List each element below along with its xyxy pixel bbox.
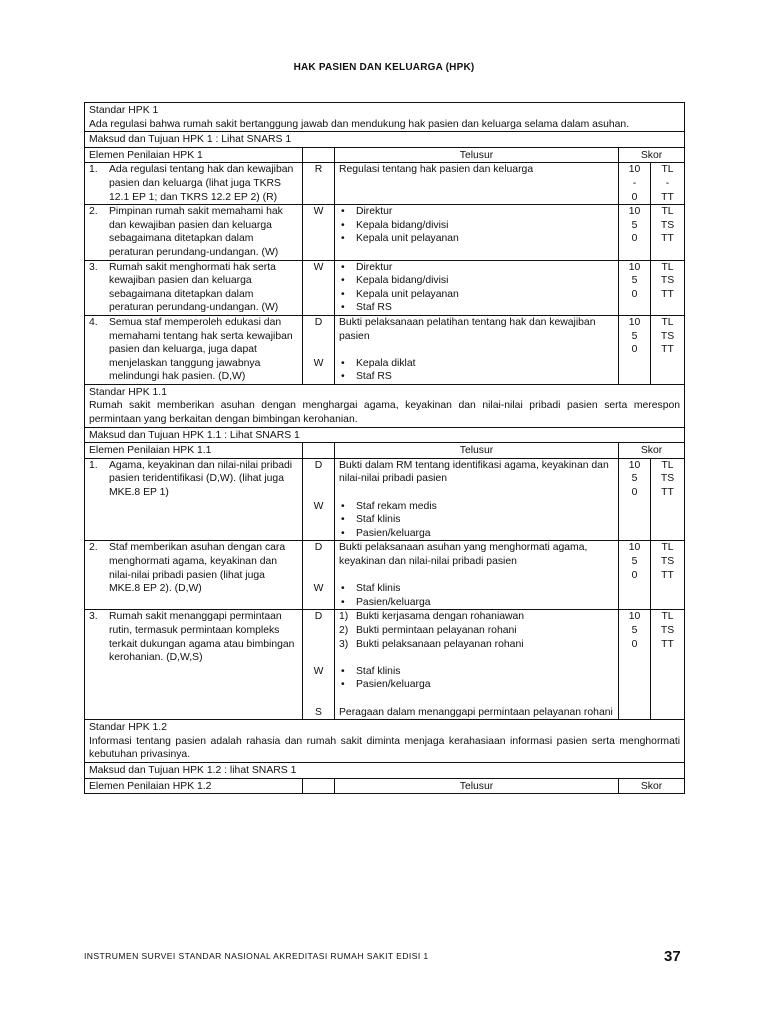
method-code — [307, 569, 330, 583]
standard-cell — [85, 720, 685, 763]
element-cell — [85, 610, 303, 720]
skor-values-cell — [619, 315, 651, 384]
element-cell — [85, 163, 303, 205]
method-codes-cell — [303, 260, 335, 315]
element-number: 2. — [89, 206, 98, 218]
telusur-numbered-item — [339, 638, 614, 652]
skor-value: 10 — [628, 542, 641, 554]
telusur-bullet: • Staf klinis — [339, 513, 614, 527]
element-item — [89, 459, 298, 500]
skor-codes-cell — [651, 458, 685, 541]
skor-header: Skor — [619, 443, 685, 459]
footer-text: INSTRUMEN SURVEI STANDAR NASIONAL AKREDITASI RUMAH SAKIT EDISI 1 — [84, 951, 429, 961]
method-code: D — [314, 542, 323, 554]
element-text: Ada regulasi tentang hak dan kewajiban pasien dan keluarga (lihat juga TKRS 12.1 EP 1; dan TKRS 12.2 EP 2) (R) — [109, 164, 294, 203]
telusur-item-number: 2) — [339, 624, 349, 636]
telusur-numbered-item — [339, 610, 614, 624]
skor-value: - — [632, 177, 637, 189]
element-text: Semua staf memperoleh edukasi dan memahami tentang hak serta kewajiban pasien dan keluarga, juga dapat menjelaskan tanggung jawabnya melindungi hak pasien. (D,W) — [109, 316, 293, 383]
telusur-cell — [335, 458, 619, 541]
element-number: 2. — [89, 542, 98, 554]
method-codes-cell — [303, 458, 335, 541]
method-code: W — [313, 206, 324, 218]
method-codes-cell — [303, 610, 335, 720]
skor-code: TT — [661, 288, 674, 300]
method-code — [307, 692, 330, 706]
element-text: Rumah sakit menghormati hak serta kewajiban pasien dan keluarga sebagaimana ditetapkan dalam peraturan perundang-undangan. (W) — [109, 261, 279, 314]
skor-code: TT — [661, 569, 674, 581]
element-row — [85, 610, 685, 720]
element-text: Agama, keyakinan dan nilai-nilai pribadi pasien teridentifikasi (D,W). (lihat juga MKE.8 EP 1) — [109, 459, 293, 499]
code-header — [303, 778, 335, 794]
standard-row — [85, 384, 685, 427]
element-cell — [85, 458, 303, 541]
maksud-text: Maksud dan Tujuan HPK 1 : Lihat SNARS 1 — [85, 132, 685, 148]
telusur-bullet: • Staf klinis — [339, 665, 614, 679]
skor-code: TL — [661, 611, 674, 623]
element-text: Rumah sakit menanggapi permintaan rutin, termasuk permintaan kompleks terkait dukungan agama atau bimbingan kerohanian. (D,W,S) — [109, 611, 295, 664]
method-code: D — [314, 459, 323, 471]
telusur-cell — [335, 610, 619, 720]
telusur-item-text: Bukti permintaan pelayanan rohani — [356, 624, 517, 636]
telusur-paragraph: Bukti pelaksanaan pelatihan tentang hak dan kewajiban pasien — [339, 316, 596, 342]
telusur-numbered-list — [339, 610, 614, 651]
skor-value: 10 — [628, 206, 641, 218]
standards-table-body — [85, 103, 685, 794]
skor-code: TS — [660, 330, 675, 342]
skor-value: 0 — [631, 233, 638, 245]
element-row — [85, 205, 685, 260]
method-codes-cell — [303, 205, 335, 260]
skor-code: TS — [660, 275, 675, 287]
skor-codes-cell — [651, 315, 685, 384]
element-item — [89, 261, 298, 315]
method-code — [307, 486, 330, 500]
telusur-bullet: • Kepala bidang/divisi — [339, 274, 614, 288]
method-codes-cell — [303, 541, 335, 610]
element-row — [85, 541, 685, 610]
telusur-header: Telusur — [335, 147, 619, 163]
telusur-cell — [335, 260, 619, 315]
telusur-cell — [335, 541, 619, 610]
element-number: 1. — [89, 164, 98, 176]
elemen-header: Elemen Penilaian HPK 1 — [85, 147, 303, 163]
telusur-paragraph: Bukti dalam RM tentang identifikasi agama, keyakinan dan nilai-nilai pribadi pasien — [339, 459, 609, 485]
telusur-bullet: • Kepala unit pelayanan — [339, 288, 614, 302]
skor-values-cell — [619, 205, 651, 260]
standard-row — [85, 720, 685, 763]
telusur-bullet: • Pasien/keluarga — [339, 678, 614, 692]
method-code — [307, 678, 330, 692]
telusur-spacer — [339, 486, 614, 500]
elemen-header-row — [85, 147, 685, 163]
standard-text: Informasi tentang pasien adalah rahasia dan rumah sakit diminta menjaga kerahasiaan informasi pasien serta menghormati kebutuhan privasinya. — [89, 735, 681, 761]
method-code: W — [313, 665, 324, 677]
method-code — [307, 330, 330, 344]
telusur-spacer — [339, 343, 614, 357]
method-code: W — [313, 357, 324, 369]
element-number: 3. — [89, 611, 98, 623]
skor-value: 5 — [631, 624, 638, 636]
skor-value: 0 — [631, 344, 638, 356]
element-item — [89, 205, 298, 259]
telusur-bullet: • Kepala bidang/divisi — [339, 219, 614, 233]
telusur-bullet: • Pasien/keluarga — [339, 596, 614, 610]
element-row — [85, 260, 685, 315]
telusur-item-number: 3) — [339, 638, 349, 650]
method-code: D — [314, 611, 323, 623]
skor-values-cell — [619, 541, 651, 610]
telusur-header: Telusur — [335, 443, 619, 459]
telusur-bullet: • Kepala unit pelayanan — [339, 232, 614, 246]
telusur-bullet: • Staf RS — [339, 370, 614, 384]
skor-code: TS — [660, 624, 675, 636]
element-cell — [85, 260, 303, 315]
skor-code: TT — [661, 344, 674, 356]
telusur-bullet-list — [339, 205, 614, 246]
method-code: W — [313, 500, 324, 512]
telusur-paragraph: Regulasi tentang hak pasien dan keluarga — [339, 164, 534, 176]
standard-cell — [85, 384, 685, 427]
document-title: HAK PASIEN DAN KELUARGA (HPK) — [293, 62, 475, 73]
skor-value: 0 — [631, 288, 638, 300]
skor-code: TS — [660, 556, 675, 567]
maksud-text: Maksud dan Tujuan HPK 1.2 : lihat SNARS 1 — [85, 762, 685, 778]
telusur-spacer — [339, 692, 614, 706]
skor-code: TS — [660, 219, 675, 231]
maksud-text: Maksud dan Tujuan HPK 1.1 : Lihat SNARS 1 — [85, 427, 685, 443]
telusur-cell — [335, 205, 619, 260]
element-item — [89, 316, 298, 384]
method-code: S — [315, 706, 322, 718]
skor-codes-cell — [651, 610, 685, 720]
skor-value: 5 — [631, 275, 638, 287]
standard-label: Standar HPK 1.2 — [89, 722, 167, 734]
skor-code: TT — [661, 191, 674, 203]
element-cell — [85, 541, 303, 610]
skor-codes-cell — [651, 260, 685, 315]
telusur-spacer — [339, 651, 614, 665]
skor-value: 0 — [631, 191, 638, 203]
method-code — [307, 555, 330, 569]
telusur-bullet: • Direktur — [339, 261, 614, 275]
method-code: R — [314, 164, 323, 176]
skor-value: 10 — [628, 459, 641, 471]
standard-row — [85, 103, 685, 132]
element-text: Staf memberikan asuhan dengan cara menghormati agama, keyakinan dan nilai-nilai pribadi pasien (lihat juga MKE.8 EP 2). (D,W) — [109, 542, 286, 595]
telusur-cell — [335, 315, 619, 384]
skor-code: TL — [661, 164, 674, 176]
method-code: D — [314, 316, 323, 328]
element-item — [89, 541, 298, 595]
skor-codes-cell — [651, 541, 685, 610]
standard-cell — [85, 103, 685, 132]
telusur-item-number: 1) — [339, 611, 349, 623]
skor-code: TS — [660, 473, 675, 485]
method-code: W — [313, 583, 324, 595]
skor-values-cell — [619, 610, 651, 720]
method-codes-cell — [303, 163, 335, 205]
method-code — [307, 638, 330, 652]
element-item — [89, 163, 298, 204]
page-number: 37 — [664, 948, 681, 965]
telusur-bullet: • Staf RS — [339, 301, 614, 315]
skor-value: 5 — [631, 330, 638, 342]
skor-code: TT — [661, 638, 674, 650]
telusur-bullet: • Staf rekam medis — [339, 500, 614, 514]
telusur-paragraph: Bukti pelaksanaan asuhan yang menghormati agama, keyakinan dan nilai-nilai pribadi pasien — [339, 542, 588, 567]
method-code — [307, 343, 330, 357]
telusur-bullet-list — [339, 261, 614, 315]
telusur-bullet-list — [339, 500, 614, 541]
skor-values-cell — [619, 260, 651, 315]
telusur-bullet-list — [339, 582, 614, 609]
standards-table — [84, 102, 685, 794]
skor-values-cell — [619, 163, 651, 205]
skor-code: TL — [661, 206, 674, 218]
skor-header: Skor — [619, 147, 685, 163]
elemen-header-row — [85, 443, 685, 459]
method-codes-cell — [303, 315, 335, 384]
telusur-header: Telusur — [335, 778, 619, 794]
telusur-bullet: • Direktur — [339, 205, 614, 219]
skor-code: TL — [661, 542, 674, 554]
maksud-row — [85, 762, 685, 778]
skor-value: 10 — [628, 164, 641, 176]
standard-text: Rumah sakit memberikan asuhan dengan menghargai agama, keyakinan dan nilai-nilai pribadi pasien serta merespon permintaan yang berkaitan dengan bimbingan kerohanian. — [89, 400, 681, 426]
skor-code: TL — [661, 459, 674, 471]
telusur-paragraph: Peragaan dalam menanggapi permintaan pelayanan rohani — [339, 706, 613, 718]
telusur-item-text: Bukti pelaksanaan pelayanan rohani — [356, 638, 524, 650]
skor-codes-cell — [651, 163, 685, 205]
code-header — [303, 147, 335, 163]
standard-label: Standar HPK 1.1 — [89, 386, 167, 398]
skor-code: TL — [661, 316, 674, 328]
element-row — [85, 163, 685, 205]
method-code — [307, 651, 330, 665]
telusur-bullet-list — [339, 665, 614, 692]
telusur-bullet: • Staf klinis — [339, 582, 614, 596]
element-row — [85, 458, 685, 541]
standard-label: Standar HPK 1 — [89, 105, 159, 116]
maksud-row — [85, 427, 685, 443]
telusur-bullet: • Pasien/keluarga — [339, 527, 614, 541]
elemen-header-row — [85, 778, 685, 794]
telusur-bullet-list — [339, 357, 614, 384]
element-number: 1. — [89, 459, 98, 471]
skor-value: 0 — [631, 638, 638, 650]
telusur-cell — [335, 163, 619, 205]
skor-value: 5 — [631, 556, 638, 567]
skor-value: 5 — [631, 219, 638, 231]
elemen-header: Elemen Penilaian HPK 1.2 — [85, 778, 303, 794]
skor-value: 0 — [631, 487, 638, 499]
telusur-numbered-item — [339, 624, 614, 638]
maksud-row — [85, 132, 685, 148]
method-code — [307, 624, 330, 638]
skor-code: TT — [661, 233, 674, 245]
telusur-item-text: Bukti kerjasama dengan rohaniawan — [356, 611, 525, 623]
elemen-header: Elemen Penilaian HPK 1.1 — [85, 443, 303, 459]
element-text: Pimpinan rumah sakit memahami hak dan kewajiban pasien dan keluarga sebagaimana ditetapkan dalam peraturan perundang-undangan. (W) — [109, 206, 283, 258]
method-code: W — [313, 261, 324, 273]
method-code — [307, 472, 330, 486]
element-cell — [85, 205, 303, 260]
skor-code: TL — [661, 261, 674, 273]
element-row — [85, 315, 685, 384]
skor-value: 10 — [628, 611, 641, 623]
skor-value: 0 — [631, 569, 638, 581]
skor-value: 10 — [628, 316, 641, 328]
code-header — [303, 443, 335, 459]
telusur-spacer — [339, 569, 614, 583]
skor-header: Skor — [619, 778, 685, 794]
telusur-bullet: • Kepala diklat — [339, 357, 614, 371]
skor-values-cell — [619, 458, 651, 541]
element-item — [89, 610, 298, 664]
element-cell — [85, 315, 303, 384]
skor-code: TT — [661, 487, 674, 499]
standard-text: Ada regulasi bahwa rumah sakit bertanggung jawab dan mendukung hak pasien dan keluarga selama dalam asuhan. — [89, 118, 630, 130]
element-number: 4. — [89, 316, 98, 328]
skor-code: - — [665, 177, 670, 189]
skor-value: 5 — [631, 473, 638, 485]
skor-codes-cell — [651, 205, 685, 260]
element-number: 3. — [89, 261, 98, 273]
skor-value: 10 — [628, 261, 641, 273]
